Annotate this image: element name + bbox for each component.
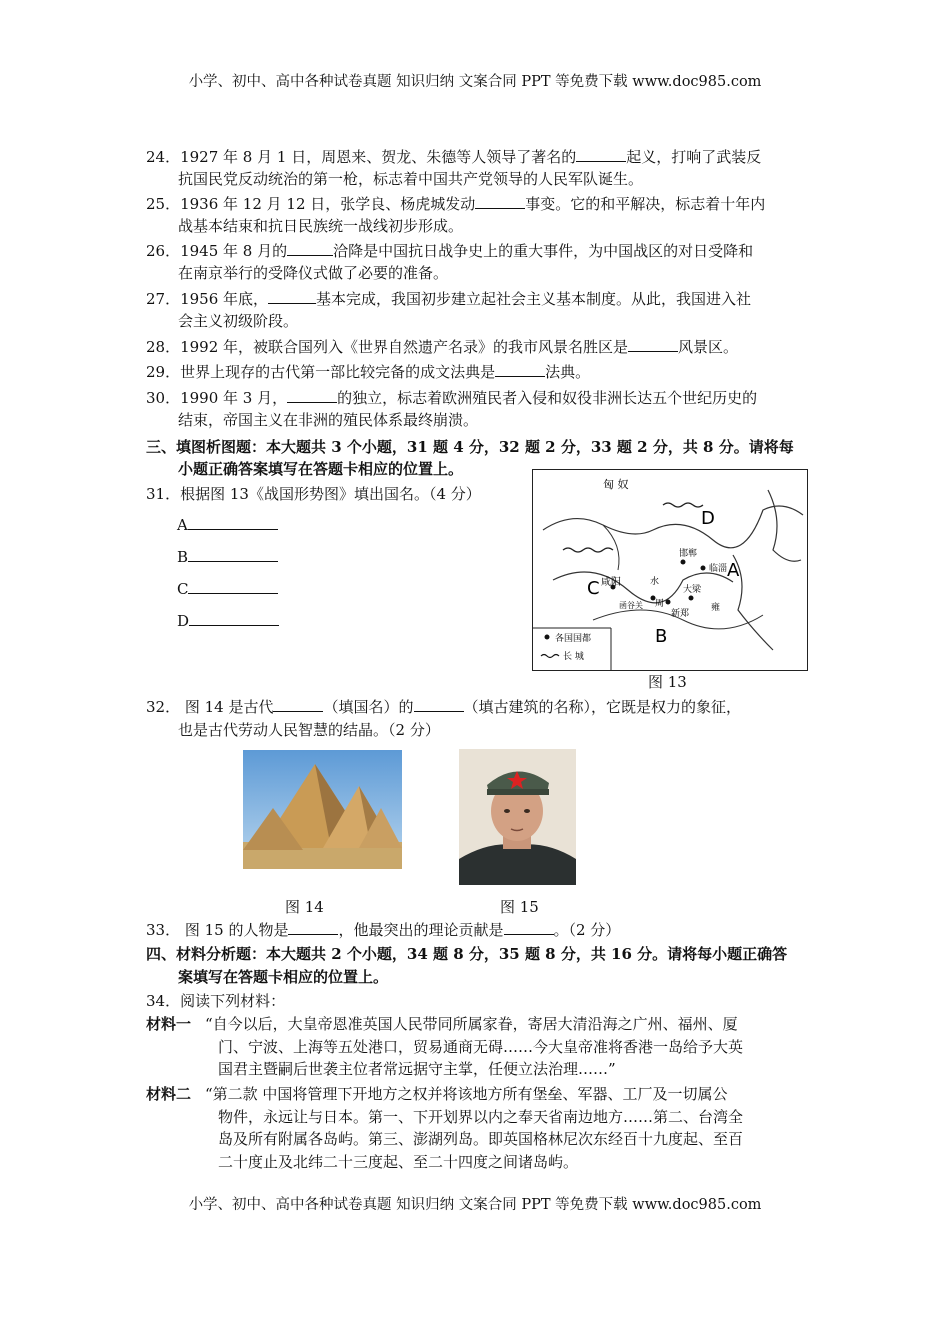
question-24 [146,146,806,168]
map-label-shui: 水 [650,577,660,587]
answer-blank[interactable] [495,361,545,377]
question-text: 1992 年，被联合国列入《世界自然遗产名录》的我市风景名胜区是 [180,338,629,356]
answer-a [177,514,278,534]
section-3-heading-cont: 小题正确答案填写在答题卡相应的位置上。 [178,460,464,478]
figure-15-caption: 图 15 [500,898,539,916]
map-label-handan: 邯郸 [679,549,698,559]
question-26-cont: 在南京举行的受降仪式做了必要的准备。 [178,264,449,282]
question-text: 风景区。 [678,338,739,356]
question-33 [146,919,806,941]
answer-blank[interactable] [288,919,338,935]
map-label-hangu: 函谷关 [619,601,643,610]
question-text: 基本完成，我国初步建立起社会主义基本制度。从此，我国进入社 [316,290,752,308]
figure-13-caption: 图 13 [648,673,687,691]
question-34: 34．阅读下列材料： [146,992,286,1010]
question-29 [146,361,806,383]
coast-line [768,490,801,561]
material-1-line: 国君主暨嗣后世袭主位者常远据守主掌，任便立法治理……” [218,1060,616,1078]
material-1-line: 门、宁波、上海等五处港口，贸易通商无碍……今大皇帝准将香港一岛给予大英 [218,1038,744,1056]
answer-letter: A [177,516,188,534]
answer-letter: C [177,580,189,598]
map-label-yong: 雍 [711,603,721,613]
map-label-xinzheng: 新郑 [671,609,690,619]
question-text: （填国名）的 [323,698,414,716]
question-number: 24． [146,148,181,166]
question-text: 1945 年 8 月的 [180,242,288,260]
question-number: 25． [146,195,181,213]
material-2-line: 二十度止及北纬二十三度起、至二十四度之间诸岛屿。 [218,1153,579,1171]
capital-dot [666,600,671,605]
legend-capital: 各国国都 [555,634,592,644]
pyramid-image [243,750,402,869]
answer-blank[interactable] [287,387,337,403]
answer-letter: B [177,548,189,566]
question-text: 世界上现存的古代第一部比较完备的成文法典是 [180,363,496,381]
answer-blank[interactable] [189,610,279,626]
question-text: 1990 年 3 月， [180,389,288,407]
answer-blank[interactable] [287,240,333,256]
section-3-heading: 三、填图析图题：本大题共 3 个小题，31 题 4 分，32 题 2 分，33 题 2 分，共 8 分。请将每 [146,438,794,456]
question-number: 28． [146,338,181,356]
material-2-line: 物件，永远让与日本。第一、下开划界以内之奉天省南边地方……第二、台湾全 [218,1108,744,1126]
question-28 [146,336,806,358]
map-label-xiongnu: 匈 奴 [603,478,629,491]
answer-letter: D [177,612,190,630]
capital-dot [681,560,686,565]
answer-blank[interactable] [504,919,554,935]
answer-c [177,578,278,598]
capital-dot [701,566,706,571]
question-number: 30． [146,389,181,407]
river-line [553,572,733,603]
warring-states-map [532,469,808,671]
question-30 [146,387,806,409]
material-1-line: “自今以后，大皇帝恩准英国人民带同所属家眷，寄居大清沿海之广州、福州、厦 [205,1015,738,1033]
question-number: 26． [146,242,181,260]
question-31: 31．根据图 13《战国形势图》填出国名。（4 分） [146,485,481,503]
question-text: 法典。 [545,363,591,381]
map-drawing [533,470,807,670]
river-line [603,525,619,570]
map-label-a: A [727,560,740,581]
question-27 [146,288,806,310]
map-label-luoyang: 周 [655,599,665,609]
question-text: 。（2 分） [553,921,621,939]
answer-blank[interactable] [414,696,464,712]
map-label-b: B [655,626,668,647]
page-header: 小学、初中、高中各种试卷真题 知识归纳 文案合同 PPT 等免费下载 www.doc985.com [188,74,762,90]
question-text: （填古建筑的名称），它既是权力的象征， [463,698,742,716]
map-label-linzi: 临淄 [709,564,728,574]
question-text: 的独立，标志着欧洲殖民者入侵和奴役非洲长达五个世纪历史的 [337,389,758,407]
answer-blank[interactable] [188,578,278,594]
legend-wall-line [541,655,559,658]
question-number: 27． [146,290,181,308]
question-30-cont: 结束，帝国主义在非洲的殖民体系最终崩溃。 [178,411,479,429]
map-label-c: C [587,578,600,599]
question-24-cont: 抗国民党反动统治的第一枪，标志着中国共产党领导的人民军队诞生。 [178,170,644,188]
answer-blank[interactable] [475,193,525,209]
legend-capital-dot [545,635,550,640]
section-4-heading-cont: 案填写在答题卡相应的位置上。 [178,968,389,986]
question-32 [146,696,806,718]
portrait-image [459,749,576,885]
answer-blank[interactable] [273,696,323,712]
answer-blank[interactable] [188,514,278,530]
map-label-xianyang: 咸阳 [601,577,621,588]
answer-blank[interactable] [188,546,278,562]
great-wall-line [563,548,613,552]
map-label-daliang: 大梁 [683,585,702,595]
answer-d [177,610,279,630]
page-footer: 小学、初中、高中各种试卷真题 知识归纳 文案合同 PPT 等免费下载 www.doc985.com [188,1197,762,1213]
question-text: 33． 图 15 的人物是 [146,921,289,939]
question-text: 起义，打响了武装反 [626,148,762,166]
question-text: ，他最突出的理论贡献是 [338,921,504,939]
map-label-d: D [701,508,715,529]
great-wall-line [663,503,703,507]
question-25-cont: 战基本结束和抗日民族统一战线初步形成。 [178,217,464,235]
question-27-cont: 会主义初级阶段。 [178,312,299,330]
question-32-cont: 也是古代劳动人民智慧的结晶。（2 分） [178,721,440,739]
question-25 [146,193,806,215]
question-text: 1936 年 12 月 12 日，张学良、杨虎城发动 [180,195,476,213]
answer-blank[interactable] [576,146,626,162]
map-line [543,506,803,548]
answer-blank[interactable] [268,288,316,304]
legend-wall: 长 城 [563,652,584,662]
material-2-line: “第二款 中国将管理下开地方之权并将该地方所有堡垒、军器、工厂及一切属公 [205,1085,728,1103]
question-26 [146,240,806,262]
answer-b [177,546,278,566]
section-4-heading: 四、材料分析题：本大题共 2 个小题，34 题 8 分，35 题 8 分，共 16 分。请将每小题正确答 [146,945,788,963]
material-2-label: 材料二 [146,1085,192,1103]
question-text: 1956 年底， [180,290,269,308]
question-text: 事变。它的和平解决，标志着十年内 [525,195,766,213]
material-2-line: 岛及所有附属各岛屿。第三、澎湖列岛。即英国格林尼次东经百十九度起、至百 [218,1130,744,1148]
answer-blank[interactable] [628,336,678,352]
figure-14-caption: 图 14 [285,898,324,916]
material-1-label: 材料一 [146,1015,192,1033]
question-text: 1927 年 8 月 1 日，周恩来、贺龙、朱德等人领导了著名的 [180,148,577,166]
question-text: 32． 图 14 是古代 [146,698,274,716]
capital-dot [689,596,694,601]
question-number: 29． [146,363,181,381]
question-text: 洽降是中国抗日战争史上的重大事件，为中国战区的对日受降和 [333,242,754,260]
